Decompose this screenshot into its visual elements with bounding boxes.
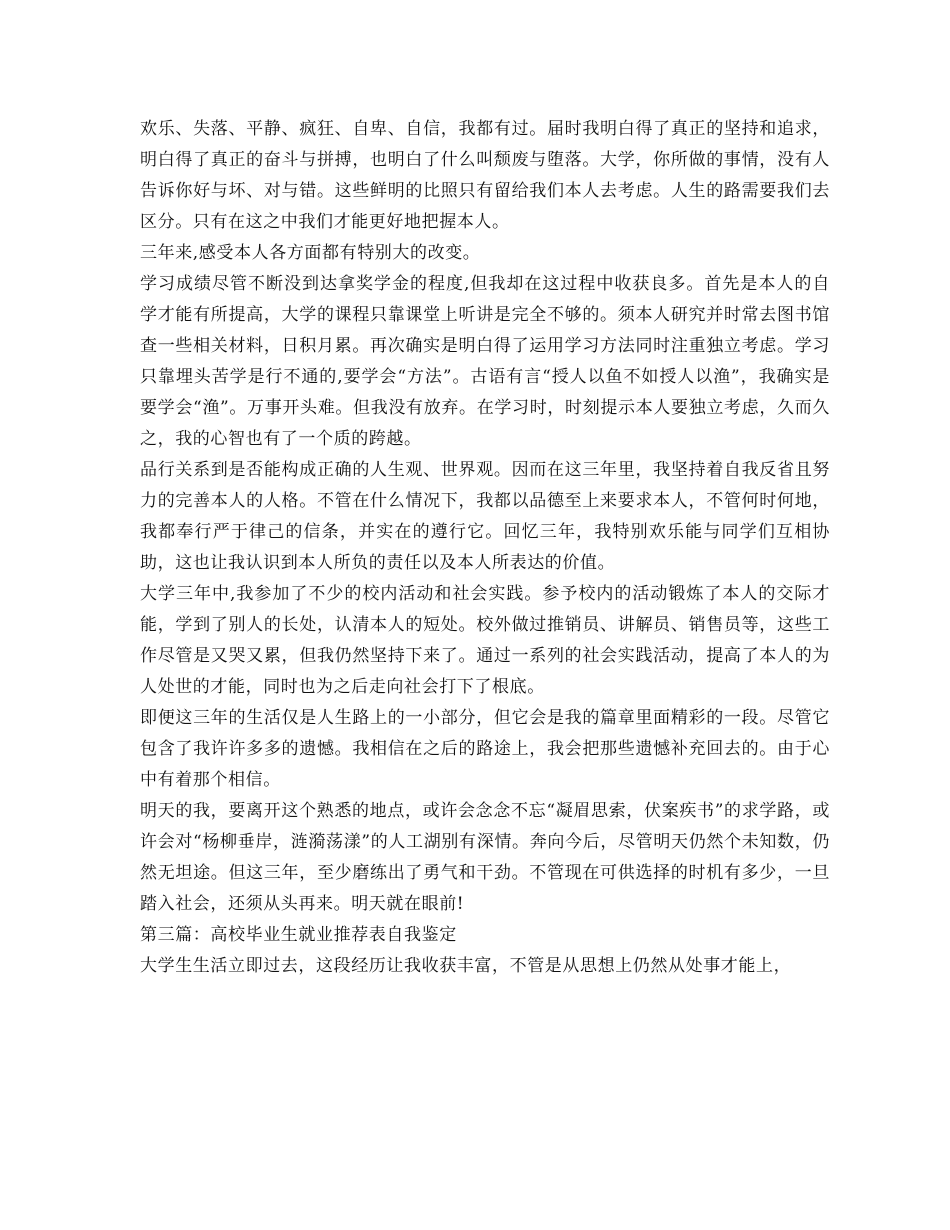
paragraph-final: 大学生生活立即过去，这段经历让我收获丰富，不管是从思想上仍然从处事才能上， — [140, 956, 792, 976]
document-page — [140, 114, 830, 982]
paragraph-life-part: 即便这三年的生活仅是人生路上的一小部分，但它会是我的篇章里面精彩的一段。尽管它包含了我许许多多的遗憾。我相信在之后的路途上，我会把那些遗憾补充回去的。由于心中有着那个相信。 — [140, 708, 830, 790]
paragraph-tomorrow: 明天的我，要离开这个熟悉的地点，或许会念念不忘“凝眉思索，伏案疾书”的求学路，或许会对“杨柳垂岸，涟漪荡漾”的人工湖别有深情。奔向今后，尽管明天仍然个未知数，仍然无坦途。但这三年，至少磨练出了勇气和干劲。不管现在可供选择的时机有多少，一旦踏入社会，还须从头再来。明天就在眼前! — [140, 801, 830, 914]
section-heading: 第三篇：高校毕业生就业推荐表自我鉴定 — [140, 925, 457, 945]
paragraph-study: 学习成绩尽管不断没到达拿奖学金的程度,但我却在这过程中收获良多。首先是本人的自学才能有所提高，大学的课程只靠课堂上听讲是完全不够的。须本人研究并时常去图书馆查一些相关材料，日积月累。再次确实是明白得了运用学习方法同时注重独立考虑。学习只靠埋头苦学是行不通的,要学会“方法”。古语有言“授人以鱼不如授人以渔”，我确实是要学会“渔”。万事开头难。但我没有放弃。在学习时，时刻提示本人要独立考虑，久而久之，我的心智也有了一个质的跨越。 — [140, 274, 830, 449]
paragraph-activities: 大学三年中,我参加了不少的校内活动和社会实践。参予校内的活动锻炼了本人的交际才能，学到了别人的长处，认清本人的短处。校外做过推销员、讲解员、销售员等，这些工作尽管是又哭又累，但我仍然坚持下来了。通过一系列的社会实践活动，提高了本人的为人处世的才能，同时也为之后走向社会打下了根底。 — [140, 584, 830, 697]
paragraph-reflection: 欢乐、失落、平静、疯狂、自卑、自信，我都有过。届时我明白得了真正的坚持和追求，明白得了真正的奋斗与拼搏，也明白了什么叫颓废与堕落。大学，你所做的事情，没有人告诉你好与坏、对与错。这些鲜明的比照只有留给我们本人去考虑。人生的路需要我们去区分。只有在这之中我们才能更好地把握本人。 — [140, 119, 830, 232]
paragraph-character: 品行关系到是否能构成正确的人生观、世界观。因而在这三年里，我坚持着自我反省且努力的完善本人的人格。不管在什么情况下，我都以品德至上来要求本人，不管何时何地，我都奉行严于律己的信条，并实在的遵行它。回忆三年，我特别欢乐能与同学们互相协助，这也让我认识到本人所负的责任以及本人所表达的价值。 — [140, 460, 830, 573]
paragraph-three-years-change: 三年来,感受本人各方面都有特别大的改变。 — [140, 243, 481, 263]
